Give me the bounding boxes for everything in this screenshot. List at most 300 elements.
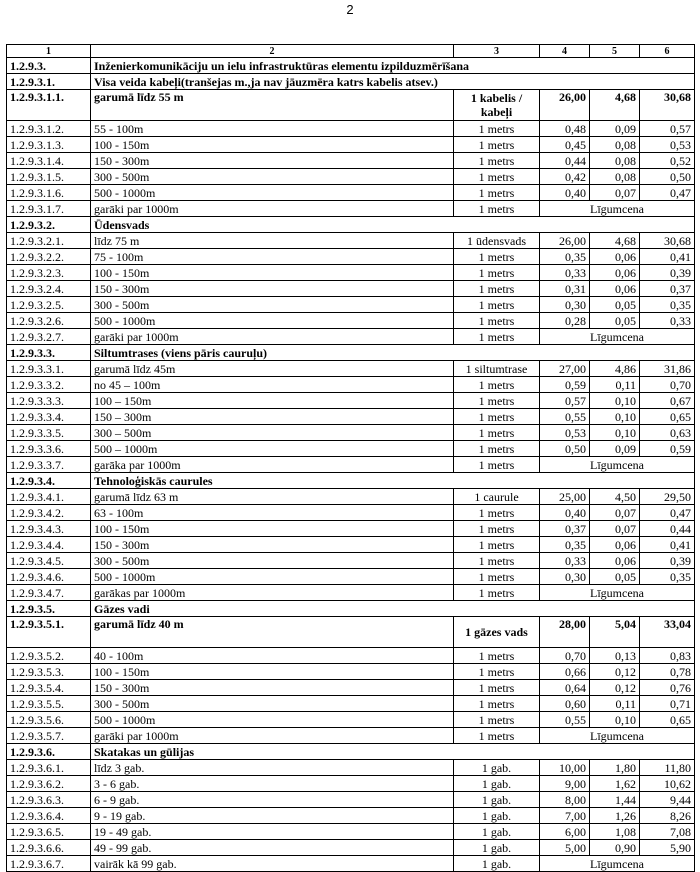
row-value-col5: 1,62 (590, 776, 640, 792)
row-value-col6: 0,59 (640, 441, 695, 457)
row-description: 49 - 99 gab. (91, 840, 454, 856)
row-value-col6: 0,83 (640, 648, 695, 664)
row-value-col5: 0,07 (590, 521, 640, 537)
section-title: Tehnoloģiskās caurules (91, 473, 695, 489)
contract-price-note: Līgumcena (540, 457, 695, 473)
row-value-col4: 0,55 (540, 409, 590, 425)
row-value-col6: 0,33 (640, 313, 695, 329)
row-unit: 1 metrs (454, 249, 540, 265)
row-description: 300 - 500m (91, 297, 454, 313)
table-row (7, 840, 695, 856)
table-row (7, 409, 695, 425)
row-unit: 1 metrs (454, 457, 540, 473)
row-description: 100 - 150m (91, 137, 454, 153)
row-description: 100 – 150m (91, 393, 454, 409)
row-value-col6: 11,80 (640, 760, 695, 776)
table-row (7, 265, 695, 281)
row-unit: 1 metrs (454, 201, 540, 217)
table-row (7, 281, 695, 297)
row-code: 1.2.9.3.5.6. (7, 712, 91, 728)
row-value-col6: 0,50 (640, 169, 695, 185)
row-unit: 1 gab. (454, 760, 540, 776)
table-row (7, 313, 695, 329)
row-description: 300 - 500m (91, 696, 454, 712)
row-value-col5: 4,68 (590, 90, 640, 121)
row-value-col4: 0,40 (540, 185, 590, 201)
row-unit: 1 gab. (454, 824, 540, 840)
row-unit: 1 metrs (454, 537, 540, 553)
row-value-col6: 0,35 (640, 297, 695, 313)
row-description: garumā līdz 40 m (91, 617, 454, 648)
column-header: 3 (454, 45, 540, 58)
row-value-col5: 1,80 (590, 760, 640, 776)
row-value-col5: 0,06 (590, 265, 640, 281)
row-code: 1.2.9.3.5.3. (7, 664, 91, 680)
row-value-col4: 0,66 (540, 664, 590, 680)
contract-price-note: Līgumcena (540, 585, 695, 601)
row-code: 1.2.9.3.5. (7, 601, 91, 617)
row-description: 500 - 1000m (91, 185, 454, 201)
row-unit: 1 metrs (454, 648, 540, 664)
table-row (7, 121, 695, 137)
row-unit: 1 metrs (454, 185, 540, 201)
row-value-col4: 0,28 (540, 313, 590, 329)
row-code: 1.2.9.3.5.7. (7, 728, 91, 744)
column-header: 5 (590, 45, 640, 58)
row-description: garākas par 1000m (91, 585, 454, 601)
row-code: 1.2.9.3.1.7. (7, 201, 91, 217)
contract-price-note: Līgumcena (540, 201, 695, 217)
row-value-col4: 0,31 (540, 281, 590, 297)
row-description: 9 - 19 gab. (91, 808, 454, 824)
row-value-col6: 9,44 (640, 792, 695, 808)
row-unit: 1 metrs (454, 521, 540, 537)
section-row (7, 345, 695, 361)
row-value-col5: 0,09 (590, 441, 640, 457)
row-code: 1.2.9.3.3.5. (7, 425, 91, 441)
row-code: 1.2.9.3.2. (7, 217, 91, 233)
table-row (7, 457, 695, 473)
row-value-col6: 0,78 (640, 664, 695, 680)
row-code: 1.2.9.3.6.7. (7, 856, 91, 872)
row-code: 1.2.9.3.5.2. (7, 648, 91, 664)
row-unit: 1 ūdensvads (454, 233, 540, 249)
row-description: 300 - 500m (91, 169, 454, 185)
table-row (7, 505, 695, 521)
row-value-col4: 0,33 (540, 265, 590, 281)
table-row (7, 760, 695, 776)
row-value-col4: 25,00 (540, 489, 590, 505)
row-code: 1.2.9.3.1.2. (7, 121, 91, 137)
row-value-col4: 0,57 (540, 393, 590, 409)
table-row (7, 648, 695, 664)
row-code: 1.2.9.3.2.3. (7, 265, 91, 281)
row-value-col5: 0,05 (590, 297, 640, 313)
table-row (7, 617, 695, 648)
row-description: vairāk kā 99 gab. (91, 856, 454, 872)
row-value-col6: 0,35 (640, 569, 695, 585)
row-code: 1.2.9.3.1.3. (7, 137, 91, 153)
row-description: garāki par 1000m (91, 201, 454, 217)
row-value-col6: 30,68 (640, 90, 695, 121)
row-value-col6: 0,41 (640, 249, 695, 265)
row-unit: 1 gab. (454, 840, 540, 856)
row-description: 150 – 300m (91, 409, 454, 425)
row-unit: 1 metrs (454, 393, 540, 409)
row-description: garāka par 1000m (91, 457, 454, 473)
row-code: 1.2.9.3.1.6. (7, 185, 91, 201)
row-value-col4: 0,48 (540, 121, 590, 137)
row-description: 63 - 100m (91, 505, 454, 521)
row-value-col5: 0,12 (590, 680, 640, 696)
row-description: 6 - 9 gab. (91, 792, 454, 808)
row-value-col6: 0,53 (640, 137, 695, 153)
contract-price-note: Līgumcena (540, 329, 695, 345)
table-row (7, 233, 695, 249)
table-body (7, 58, 695, 872)
row-unit: 1 gab. (454, 808, 540, 824)
row-code: 1.2.9.3.4.3. (7, 521, 91, 537)
row-code: 1.2.9.3.4.5. (7, 553, 91, 569)
row-description: garāki par 1000m (91, 329, 454, 345)
row-description: 19 - 49 gab. (91, 824, 454, 840)
row-unit: 1 metrs (454, 409, 540, 425)
row-unit: 1 metrs (454, 313, 540, 329)
row-value-col5: 1,26 (590, 808, 640, 824)
row-code: 1.2.9.3.3.3. (7, 393, 91, 409)
row-description: 100 - 150m (91, 265, 454, 281)
row-unit: 1 metrs (454, 297, 540, 313)
row-value-col5: 0,06 (590, 249, 640, 265)
row-unit: 1 metrs (454, 553, 540, 569)
table-row (7, 185, 695, 201)
table-row (7, 585, 695, 601)
row-value-col5: 4,50 (590, 489, 640, 505)
row-code: 1.2.9.3.4.4. (7, 537, 91, 553)
row-code: 1.2.9.3.3.7. (7, 457, 91, 473)
row-unit: 1 metrs (454, 696, 540, 712)
row-description: 150 - 300m (91, 537, 454, 553)
row-code: 1.2.9.3.3.6. (7, 441, 91, 457)
row-value-col6: 0,44 (640, 521, 695, 537)
row-value-col5: 0,05 (590, 569, 640, 585)
row-value-col6: 0,47 (640, 505, 695, 521)
table-row (7, 441, 695, 457)
row-code: 1.2.9.3.2.5. (7, 297, 91, 313)
table-row (7, 90, 695, 121)
row-code: 1.2.9.3.1.1. (7, 90, 91, 121)
row-value-col4: 0,50 (540, 441, 590, 457)
row-unit: 1 metrs (454, 377, 540, 393)
row-value-col4: 0,55 (540, 712, 590, 728)
row-value-col5: 0,10 (590, 425, 640, 441)
row-code: 1.2.9.3.6.3. (7, 792, 91, 808)
row-unit: 1 metrs (454, 121, 540, 137)
row-code: 1.2.9.3.6.1. (7, 760, 91, 776)
row-value-col5: 0,07 (590, 505, 640, 521)
section-row (7, 58, 695, 74)
row-description: 500 - 1000m (91, 712, 454, 728)
row-value-col6: 0,47 (640, 185, 695, 201)
page-number: 2 (346, 2, 354, 17)
tariff-table (6, 44, 695, 872)
table-row (7, 553, 695, 569)
row-description: 150 - 300m (91, 153, 454, 169)
table-row (7, 569, 695, 585)
row-value-col5: 0,07 (590, 185, 640, 201)
row-value-col5: 0,08 (590, 137, 640, 153)
row-value-col5: 4,68 (590, 233, 640, 249)
row-description: garumā līdz 55 m (91, 90, 454, 121)
table-row (7, 361, 695, 377)
row-value-col4: 0,30 (540, 569, 590, 585)
row-value-col4: 0,45 (540, 137, 590, 153)
row-description: 100 - 150m (91, 664, 454, 680)
row-unit: 1 metrs (454, 505, 540, 521)
row-code: 1.2.9.3.6.4. (7, 808, 91, 824)
row-description: līdz 75 m (91, 233, 454, 249)
row-code: 1.2.9.3.3.2. (7, 377, 91, 393)
row-code: 1.2.9.3.1.5. (7, 169, 91, 185)
row-value-col4: 0,60 (540, 696, 590, 712)
row-value-col4: 7,00 (540, 808, 590, 824)
row-code: 1.2.9.3.5.1. (7, 617, 91, 648)
row-code: 1.2.9.3.3.4. (7, 409, 91, 425)
row-unit: 1 gab. (454, 856, 540, 872)
section-row (7, 744, 695, 760)
row-value-col4: 0,42 (540, 169, 590, 185)
table-row (7, 792, 695, 808)
table-row (7, 297, 695, 313)
row-description: garumā līdz 63 m (91, 489, 454, 505)
row-description: 100 - 150m (91, 521, 454, 537)
row-unit: 1 siltumtrase (454, 361, 540, 377)
row-value-col6: 30,68 (640, 233, 695, 249)
row-code: 1.2.9.3.3.1. (7, 361, 91, 377)
table-row (7, 489, 695, 505)
table-row (7, 808, 695, 824)
row-code: 1.2.9.3.2.1. (7, 233, 91, 249)
row-value-col4: 0,53 (540, 425, 590, 441)
row-description: 40 - 100m (91, 648, 454, 664)
row-value-col4: 0,35 (540, 249, 590, 265)
section-title: Visa veida kabeļi(tranšejas m.,ja nav jāuzmēra katrs kabelis atsev.) (91, 74, 695, 90)
section-title: Ūdensvads (91, 217, 695, 233)
row-value-col6: 8,26 (640, 808, 695, 824)
row-value-col5: 0,13 (590, 648, 640, 664)
row-value-col6: 7,08 (640, 824, 695, 840)
row-unit: 1 metrs (454, 728, 540, 744)
row-description: 3 - 6 gab. (91, 776, 454, 792)
table-row (7, 696, 695, 712)
row-description: 55 - 100m (91, 121, 454, 137)
row-description: 75 - 100m (91, 249, 454, 265)
row-value-col6: 0,57 (640, 121, 695, 137)
row-description: garāki par 1000m (91, 728, 454, 744)
row-code: 1.2.9.3.6.2. (7, 776, 91, 792)
row-value-col5: 0,08 (590, 153, 640, 169)
row-value-col4: 27,00 (540, 361, 590, 377)
table-row (7, 249, 695, 265)
row-value-col6: 0,63 (640, 425, 695, 441)
row-value-col6: 0,76 (640, 680, 695, 696)
row-value-col5: 0,11 (590, 696, 640, 712)
row-value-col5: 0,06 (590, 281, 640, 297)
row-value-col6: 0,71 (640, 696, 695, 712)
row-code: 1.2.9.3.2.4. (7, 281, 91, 297)
table-row (7, 824, 695, 840)
row-unit: 1 metrs (454, 329, 540, 345)
row-value-col4: 9,00 (540, 776, 590, 792)
row-unit: 1 gab. (454, 792, 540, 808)
row-value-col6: 0,41 (640, 537, 695, 553)
table-row (7, 153, 695, 169)
section-row (7, 74, 695, 90)
row-code: 1.2.9.3.4.7. (7, 585, 91, 601)
row-description: garumā līdz 45m (91, 361, 454, 377)
table-row (7, 329, 695, 345)
row-value-col6: 0,67 (640, 393, 695, 409)
row-value-col4: 0,37 (540, 521, 590, 537)
row-unit: 1 metrs (454, 137, 540, 153)
row-code: 1.2.9.3.1.4. (7, 153, 91, 169)
row-unit: 1 metrs (454, 712, 540, 728)
row-value-col4: 0,35 (540, 537, 590, 553)
row-value-col4: 28,00 (540, 617, 590, 648)
row-description: 150 - 300m (91, 281, 454, 297)
row-code: 1.2.9.3.6.6. (7, 840, 91, 856)
row-code: 1.2.9.3.5.5. (7, 696, 91, 712)
row-value-col4: 0,40 (540, 505, 590, 521)
row-value-col5: 0,05 (590, 313, 640, 329)
row-value-col4: 10,00 (540, 760, 590, 776)
row-unit: 1 caurule (454, 489, 540, 505)
row-value-col6: 0,65 (640, 409, 695, 425)
row-value-col4: 5,00 (540, 840, 590, 856)
row-value-col4: 0,70 (540, 648, 590, 664)
row-description: 150 - 300m (91, 680, 454, 696)
row-value-col4: 26,00 (540, 90, 590, 121)
row-value-col6: 31,86 (640, 361, 695, 377)
row-value-col6: 33,04 (640, 617, 695, 648)
row-code: 1.2.9.3.2.2. (7, 249, 91, 265)
row-code: 1.2.9.3.1. (7, 74, 91, 90)
section-row (7, 601, 695, 617)
row-unit: 1 metrs (454, 569, 540, 585)
row-unit: 1 metrs (454, 281, 540, 297)
row-code: 1.2.9.3.4. (7, 473, 91, 489)
row-value-col6: 0,65 (640, 712, 695, 728)
row-unit: 1 metrs (454, 169, 540, 185)
row-unit: 1 metrs (454, 664, 540, 680)
table-row (7, 425, 695, 441)
row-description: līdz 3 gab. (91, 760, 454, 776)
section-title: Gāzes vadi (91, 601, 695, 617)
row-value-col6: 10,62 (640, 776, 695, 792)
row-value-col5: 0,10 (590, 393, 640, 409)
row-code: 1.2.9.3.4.2. (7, 505, 91, 521)
column-header: 1 (7, 45, 91, 58)
section-title: Siltumtrases (viens pāris cauruļu) (91, 345, 695, 361)
row-code: 1.2.9.3.6.5. (7, 824, 91, 840)
row-value-col4: 26,00 (540, 233, 590, 249)
row-unit: 1 metrs (454, 153, 540, 169)
row-value-col6: 0,37 (640, 281, 695, 297)
row-code: 1.2.9.3.2.6. (7, 313, 91, 329)
row-value-col4: 0,64 (540, 680, 590, 696)
row-value-col6: 5,90 (640, 840, 695, 856)
section-row (7, 473, 695, 489)
row-unit: 1 metrs (454, 425, 540, 441)
row-value-col5: 0,06 (590, 553, 640, 569)
row-description: 300 - 500m (91, 553, 454, 569)
row-value-col6: 0,39 (640, 265, 695, 281)
column-header-row (7, 45, 695, 58)
section-title: Skatakas un gūlijas (91, 744, 695, 760)
row-unit: 1 metrs (454, 585, 540, 601)
section-row (7, 217, 695, 233)
row-value-col5: 1,44 (590, 792, 640, 808)
column-header: 4 (540, 45, 590, 58)
row-unit: 1 kabelis / kabeļi (454, 90, 540, 121)
row-description: 500 – 1000m (91, 441, 454, 457)
row-value-col5: 0,06 (590, 537, 640, 553)
table-row (7, 680, 695, 696)
table-row (7, 712, 695, 728)
table-row (7, 201, 695, 217)
row-value-col6: 0,39 (640, 553, 695, 569)
row-value-col5: 0,90 (590, 840, 640, 856)
row-code: 1.2.9.3. (7, 58, 91, 74)
row-value-col5: 0,10 (590, 712, 640, 728)
row-value-col4: 8,00 (540, 792, 590, 808)
row-code: 1.2.9.3.2.7. (7, 329, 91, 345)
row-value-col6: 0,52 (640, 153, 695, 169)
row-value-col5: 0,12 (590, 664, 640, 680)
row-description: 500 - 1000m (91, 569, 454, 585)
table-row (7, 728, 695, 744)
column-header: 2 (91, 45, 454, 58)
table-row (7, 137, 695, 153)
row-unit: 1 metrs (454, 441, 540, 457)
table-row (7, 521, 695, 537)
row-value-col5: 1,08 (590, 824, 640, 840)
row-value-col4: 0,44 (540, 153, 590, 169)
row-unit: 1 metrs (454, 265, 540, 281)
row-value-col6: 29,50 (640, 489, 695, 505)
row-code: 1.2.9.3.4.1. (7, 489, 91, 505)
table-row (7, 664, 695, 680)
row-value-col5: 0,08 (590, 169, 640, 185)
contract-price-note: Līgumcena (540, 856, 695, 872)
table-row (7, 393, 695, 409)
row-value-col5: 0,11 (590, 377, 640, 393)
row-unit: 1 metrs (454, 680, 540, 696)
section-title: Inženierkomunikāciju un ielu infrastruktūras elementu izpilduzmērīšana (91, 58, 695, 74)
row-code: 1.2.9.3.5.4. (7, 680, 91, 696)
table-row (7, 169, 695, 185)
row-unit: 1 gab. (454, 776, 540, 792)
column-header: 6 (640, 45, 695, 58)
row-description: no 45 – 100m (91, 377, 454, 393)
row-value-col5: 4,86 (590, 361, 640, 377)
row-unit: 1 gāzes vads (454, 617, 540, 648)
row-code: 1.2.9.3.6. (7, 744, 91, 760)
contract-price-note: Līgumcena (540, 728, 695, 744)
table-row (7, 377, 695, 393)
row-value-col5: 0,10 (590, 409, 640, 425)
table-row (7, 537, 695, 553)
